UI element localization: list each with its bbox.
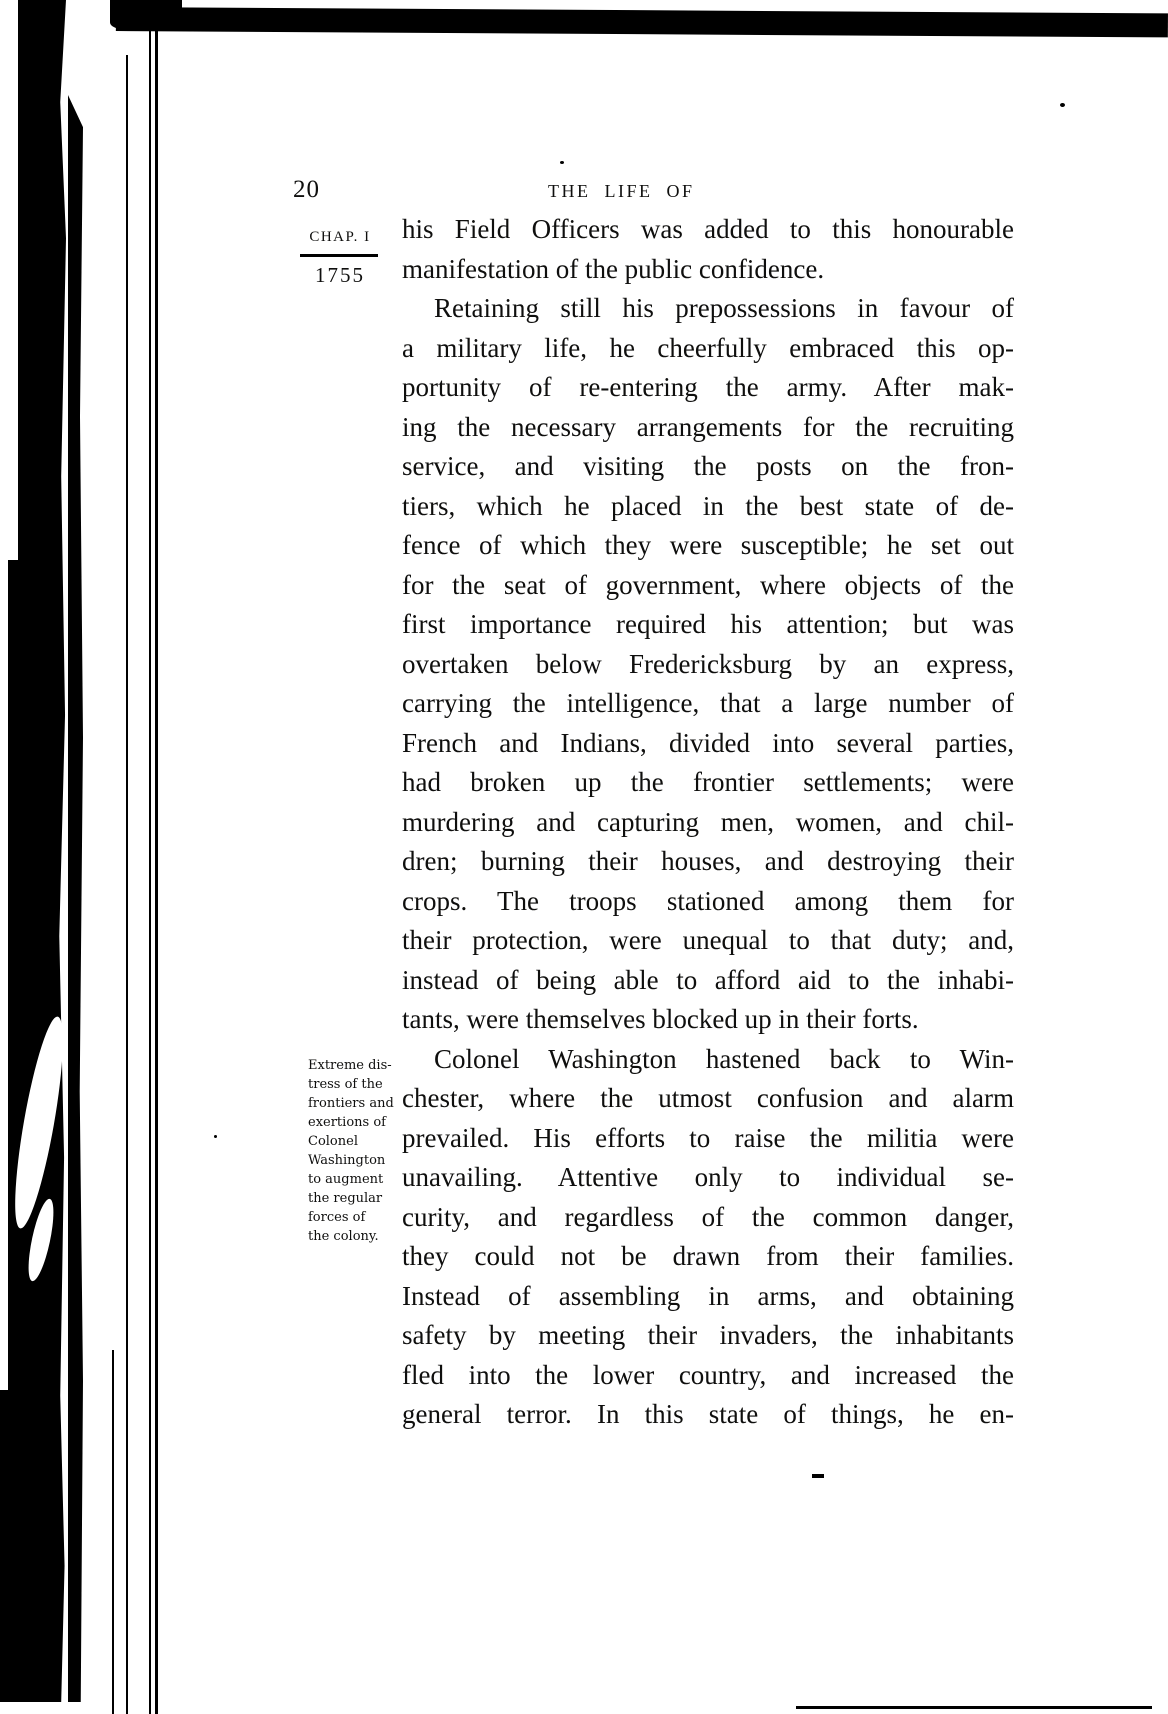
body-text-line: prevailed. His efforts to raise the militia were (402, 1122, 1014, 1153)
margin-note-line: the regular (308, 1191, 383, 1206)
body-text-line: murdering and capturing men, women, and chil- (402, 806, 1014, 837)
body-text-line: tiers, which he placed in the best state of de- (402, 490, 1014, 521)
scan-dash-speck (812, 1474, 824, 1478)
margin-note-line: to augment (308, 1172, 384, 1187)
scan-vertical-line-3 (149, 26, 151, 1714)
margin-note-line: the colony. (308, 1229, 379, 1244)
body-text-line: for the seat of government, where objects of the (402, 569, 1014, 600)
scan-speck-2 (560, 161, 564, 164)
scan-gutter-band (68, 95, 83, 1702)
body-text-line: instead of being able to afford aid to the inhabi- (402, 964, 1014, 995)
body-text-line: tants, were themselves blocked up in their forts. (402, 1004, 919, 1034)
body-text-line: Instead of assembling in arms, and obtaining (402, 1280, 1014, 1311)
margin-note-line: Extreme dis- (308, 1058, 392, 1073)
body-text-line: safety by meeting their invaders, the inhabitants (402, 1320, 1014, 1350)
body-text-line: first importance required his attention; but was (402, 609, 1014, 639)
scan-left-edge-band-bottom (0, 1390, 22, 1702)
body-text-line: Retaining still his prepossessions in favour of (434, 293, 1014, 323)
body-text-line: unavailing. Attentive only to individual se- (402, 1162, 1014, 1192)
body-text-line: a military life, he cheerfully embraced this op- (402, 332, 1014, 363)
body-text-line: curity, and regardless of the common danger, (402, 1201, 1014, 1232)
body-text-line: general terror. In this state of things, he en- (402, 1399, 1014, 1429)
page-number: 20 (293, 176, 320, 203)
body-text-line: ing the necessary arrangements for the recruiting (402, 411, 1014, 442)
body-text (402, 210, 1014, 1435)
margin-note-line: frontiers and (308, 1096, 394, 1111)
scan-vertical-line-4 (155, 26, 158, 1714)
scan-vertical-line-1 (112, 1350, 114, 1714)
body-text-line: their protection, were unequal to that duty; and, (402, 925, 1014, 955)
body-text-line: portunity of re-entering the army. After mak- (402, 372, 1014, 402)
running-title: THE LIFE OF (548, 181, 695, 201)
body-text-line: carrying the intelligence, that a large number of (402, 688, 1014, 718)
body-text-line: manifestation of the public confidence. (402, 253, 825, 284)
chapter-rule (300, 254, 378, 257)
body-text-line: French and Indians, divided into several parties, (402, 727, 1014, 758)
chapter-label: CHAP. I (309, 229, 371, 245)
body-text-line: chester, where the utmost confusion and alarm (402, 1083, 1014, 1113)
scan-vertical-line-2 (126, 55, 128, 1714)
body-text-line: they could not be drawn from their families. (402, 1241, 1014, 1271)
margin-note-line: Washington (308, 1153, 386, 1168)
chapter-year: 1755 (315, 263, 365, 287)
body-text-line: overtaken below Fredericksburg by an express, (402, 648, 1014, 679)
scan-top-bar (116, 7, 1168, 37)
body-text-line: fled into the lower country, and increased the (402, 1359, 1014, 1390)
margin-note-line: forces of (308, 1210, 366, 1225)
body-text-line: his Field Officers was added to this honourable (402, 214, 1014, 244)
scan-speck-1 (1060, 103, 1065, 107)
body-text-line: had broken up the frontier settlements; were (402, 767, 1014, 797)
body-text-line: dren; burning their houses, and destroying their (402, 846, 1014, 876)
scan-top-bar-blob (110, 0, 182, 30)
body-text-line: service, and visiting the posts on the fron- (402, 451, 1014, 481)
margin-note-line: tress of the (308, 1077, 383, 1092)
body-text-line: fence of which they were susceptible; he set out (402, 530, 1014, 560)
margin-note-line: Colonel (308, 1134, 358, 1149)
body-text-line: crops. The troops stationed among them for (402, 885, 1014, 916)
chapter-sidenote (300, 229, 380, 288)
margin-note-line: exertions of (308, 1115, 386, 1130)
scan-bottom-line (796, 1706, 1152, 1709)
body-text-line: Colonel Washington hastened back to Win- (434, 1043, 1014, 1074)
scan-speck-3 (214, 1135, 217, 1138)
